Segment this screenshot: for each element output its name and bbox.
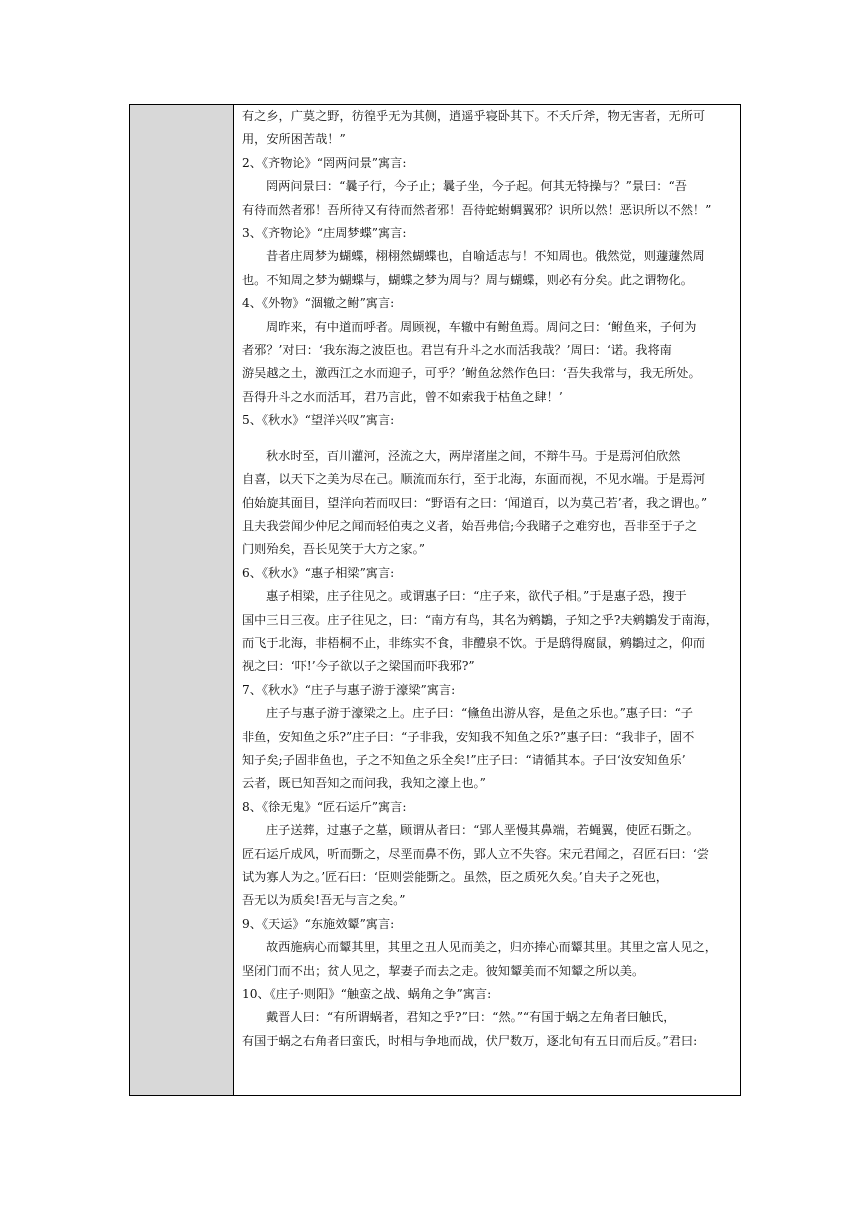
text-line: 也。不知周之梦为蝴蝶与，蝴蝶之梦为周与？周与蝴蝶，则必有分矣。此之谓物化。 [242,272,693,287]
content-table [129,104,741,1096]
fable-heading: 5、《秋水》“望洋兴叹”寓言: [242,413,395,428]
text-line: 知子矣;子固非鱼也，子之不知鱼之乐全矣!”庄子曰：“请循其本。子曰‘汝安知鱼乐’ [242,752,686,767]
text-line: 吾得升斗之水而活耳，君乃言此，曾不如索我于枯鱼之肆！’ [242,389,563,404]
text-line: 昔者庄周梦为蝴蝶，栩栩然蝴蝶也，自喻适志与！不知周也。俄然觉，则蘧蘧然周 [266,249,705,264]
text-line: 有国于蜗之右角者曰蛮氏，时相与争地而战，伏尸数万，逐北旬有五日而后反。”君曰: [242,1033,698,1048]
fable-heading: 4、《外物》“涸辙之鲋”寓言: [242,296,395,311]
text-line: 且夫我尝闻少仲尼之闻而轻伯夷之义者，始吾弗信;今我睹子之难穷也，吾非至于子之 [242,518,698,533]
text-line: 有之乡，广莫之野，彷徨乎无为其侧，逍遥乎寝卧其下。不夭斤斧，物无害者，无所可 [242,109,706,123]
text-line: 庄子与惠子游于濠梁之上。庄子曰：“儵鱼出游从容，是鱼之乐也。”惠子曰：“子 [266,706,693,721]
text-line: 非鱼，安知鱼之乐?”庄子曰：“子非我，安知我不知鱼之乐?”惠子曰：“我非子，固不 [242,729,695,744]
text-line: 故西施病心而颦其里，其里之丑人见而美之，归亦捧心而颦其里。其里之富人见之， [266,940,717,955]
text-line: 伯始旋其面目，望洋向若而叹曰：“野语有之曰：‘闻道百，以为莫己若’者，我之谓也。” [242,495,708,510]
text-line: 戴晋人曰：“有所谓蜗者，君知之乎?”曰：“然。”“有国于蜗之左角者曰触氏， [266,1010,676,1025]
text-line: 罔两问景曰：“曩子行，今子止；曩子坐，今子起。何其无特操与？”景曰：“吾 [266,179,687,194]
text-line: 自喜，以天下之美为尽在己。顺流而东行，至于北海，东面而视，不见水端。于是焉河 [242,472,706,487]
text-line: 用，安所困苦哉！” [242,132,346,147]
text-line: 吾无以为质矣!吾无与言之矣。” [242,893,406,908]
fable-heading: 9、《天运》“东施效颦”寓言: [242,916,395,931]
text-line: 者邪？’对曰：‘我东海之波臣也。君岂有升斗之水而活我哉？’周曰：‘诺。我将南 [242,343,672,358]
text-line: 云者，既已知吾知之而问我，我知之濠上也。” [242,776,486,791]
text-line: 试为寡人为之。’匠石曰：‘臣则尝能斲之。虽然，臣之质死久矣。’自夫子之死也， [242,870,668,884]
fable-heading: 10、《庄子·则阳》“触蛮之战、蜗角之争”寓言: [242,987,492,1002]
spacer [242,433,734,445]
text-line: 门则殆矣，吾长见笑于大方之家。” [242,542,425,557]
fable-heading: 8、《徐无鬼》“匠石运斤”寓言: [242,799,407,814]
text-line: 视之曰：‘吓!’今子欲以子之梁国而吓我邪?” [242,659,475,674]
text-line: 国中三日三夜。庄子往见之，曰：“南方有鸟，其名为鹓鶵，子知之乎?夫鹓鶵发于南海， [242,612,718,627]
text-line: 游吴越之土，激西江之水而迎子，可乎？’鲋鱼忿然作色曰：‘吾失我常与，我无所处。 [242,366,701,381]
text-line: 坚闭门而不出；贫人见之，挈妻子而去之走。彼知颦美而不知颦之所以美。 [242,963,645,978]
fable-heading: 2、《齐物论》“罔两问景”寓言: [242,155,407,170]
text-column [234,105,740,1095]
text-line: 秋水时至，百川灌河，泾流之大，两岸渚崖之间，不辩牛马。于是焉河伯欣然 [266,448,681,463]
text-line: 庄子送葬，过惠子之墓，顾谓从者曰：“郢人垩慢其鼻端，若蝇翼，使匠石斲之。 [266,823,699,838]
fable-heading: 6、《秋水》“惠子相梁”寓言: [242,565,395,580]
text-line: 惠子相梁，庄子往见之。或谓惠子曰：“庄子来，欲代子相。”于是惠子恐，搜于 [266,589,687,604]
text-line: 有待而然者邪！吾所待又有待而然者邪！吾待蛇蚹蜩翼邪？识所以然！恶识所以不然！” [242,202,712,217]
text-line: 匠石运斤成风，听而斲之，尽垩而鼻不伤，郢人立不失容。宋元君闻之，召匠石曰：‘尝 [242,846,709,861]
text-line: 周昨来，有中道而呼者。周顾视，车辙中有鲋鱼焉。周问之曰：‘鲋鱼来，子何为 [266,319,697,334]
fable-heading: 7、《秋水》“庄子与惠子游于濠梁”寓言: [242,682,456,697]
text-line: 而飞于北海，非梧桐不止，非练实不食，非醴泉不饮。于是鸱得腐鼠，鹓鶵过之，仰而 [242,635,706,650]
fable-heading: 3、《齐物论》“庄周梦蝶”寓言: [242,226,407,241]
left-label-column [130,105,234,1095]
